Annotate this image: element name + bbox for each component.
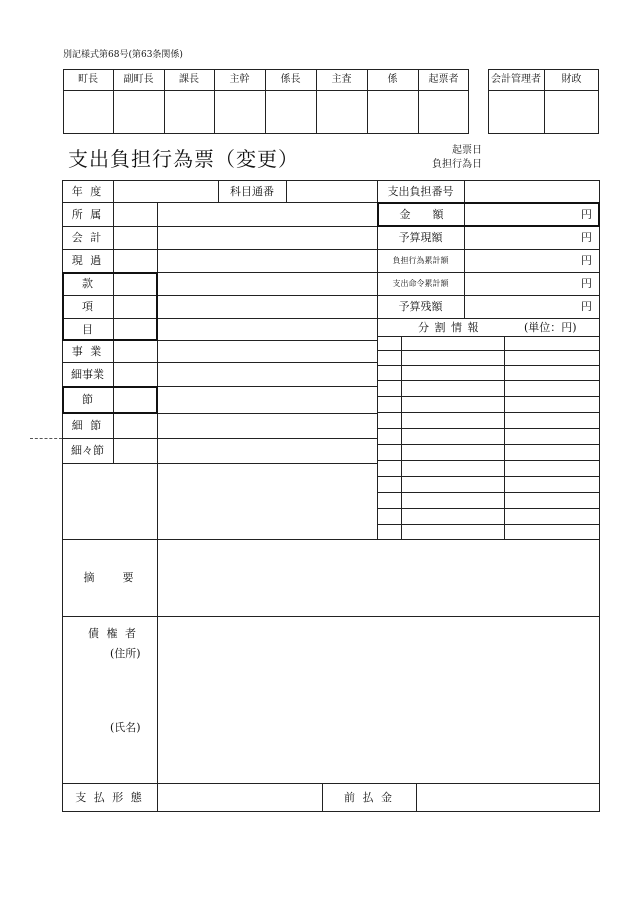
stamp-header-finance: 財政 [561,74,582,85]
order-cumulative-label: 支出命令累計額 [392,278,449,288]
stamp-header-unit-chief: 係長 [280,74,301,85]
commit-date-label: 負担行為日 [432,159,482,170]
budget-remaining-yen-unit: 円 [581,300,592,313]
budget-current-field[interactable] [466,227,576,249]
expenditure-number-label: 支出負担番号 [387,184,454,198]
accounting-field[interactable] [158,227,376,249]
installment-info-label: 分 割 情 報 [418,320,480,334]
budget-remaining-field[interactable] [466,296,576,318]
payment-method-field[interactable] [158,784,322,812]
fiscal-year-label: 年 度 [71,184,104,198]
form-reference: 別記様式第68号(第63条関係) [63,50,183,60]
stamp-header-accounting-manager: 会計管理者 [491,74,541,85]
sub-project-field[interactable] [158,363,376,386]
moku-field[interactable] [158,319,376,340]
kan-label: 款 [82,277,93,290]
creditor-address-label: (住所) [110,647,141,660]
stamp-header-mayor: 町長 [78,74,98,85]
advance-payment-label: 前 払 金 [344,791,394,804]
setsu-label: 節 [82,393,93,406]
draft-date-label: 起票日 [452,145,482,156]
summary-label: 摘 要 [83,571,136,584]
amount-field[interactable] [466,204,576,225]
budget-current-yen-unit: 円 [581,231,592,244]
page-title: 支出負担行為票（変更） [68,147,299,171]
sai-setsu-label: 細 節 [71,419,104,432]
stamp-header-staff: 係 [387,74,398,85]
commit-cumulative-label: 負担行為累計額 [392,255,449,265]
project-label: 事 業 [71,344,104,358]
amount-label: 金 額 [399,208,444,221]
creditor-name-label: (氏名) [110,721,141,734]
commit-cumulative-field[interactable] [466,250,576,272]
account-code-field[interactable] [287,181,376,202]
fold-guide-line [30,438,62,439]
order-cumulative-yen-unit: 円 [581,277,592,290]
kou-label: 項 [82,300,93,313]
creditor-field[interactable] [158,617,599,783]
sub-project-label: 細事業 [71,367,104,381]
account-code-label: 科目通番 [230,184,274,198]
creditor-label: 債 権 者 [88,627,138,640]
amount-yen-unit: 円 [581,208,592,221]
department-field[interactable] [158,203,376,226]
department-label: 所 属 [71,207,104,221]
stamp-header-inspector: 主査 [331,74,352,85]
stamp-header-drafter: 起票者 [428,74,459,85]
fiscal-year-field[interactable] [114,181,217,202]
project-field[interactable] [158,341,376,362]
advance-payment-field[interactable] [417,784,599,812]
stamp-header-deputy-mayor: 副町長 [123,74,154,85]
budget-current-label: 予算現額 [398,231,443,244]
current-year-label: 現 過 [71,254,104,267]
expenditure-number-field[interactable] [465,181,599,202]
sai-setsu-field[interactable] [158,414,376,438]
installment-unit-label: (単位：円) [524,320,577,334]
saisai-setsu-field[interactable] [158,439,376,463]
budget-remaining-label: 予算残額 [398,300,443,313]
summary-field[interactable] [158,540,599,616]
stamp-header-section-chief: 課長 [179,74,199,85]
moku-label: 目 [82,322,93,336]
accounting-label: 会 計 [71,231,104,244]
payment-method-label: 支 払 形 態 [75,791,144,804]
current-year-field[interactable] [158,250,376,272]
setsu-field[interactable] [158,387,376,413]
commit-cumulative-yen-unit: 円 [581,254,592,267]
kan-field[interactable] [158,273,376,295]
order-cumulative-field[interactable] [466,273,576,295]
saisai-setsu-label: 細々節 [71,444,104,457]
stamp-header-supervisor: 主幹 [229,74,250,85]
kou-field[interactable] [158,296,376,318]
